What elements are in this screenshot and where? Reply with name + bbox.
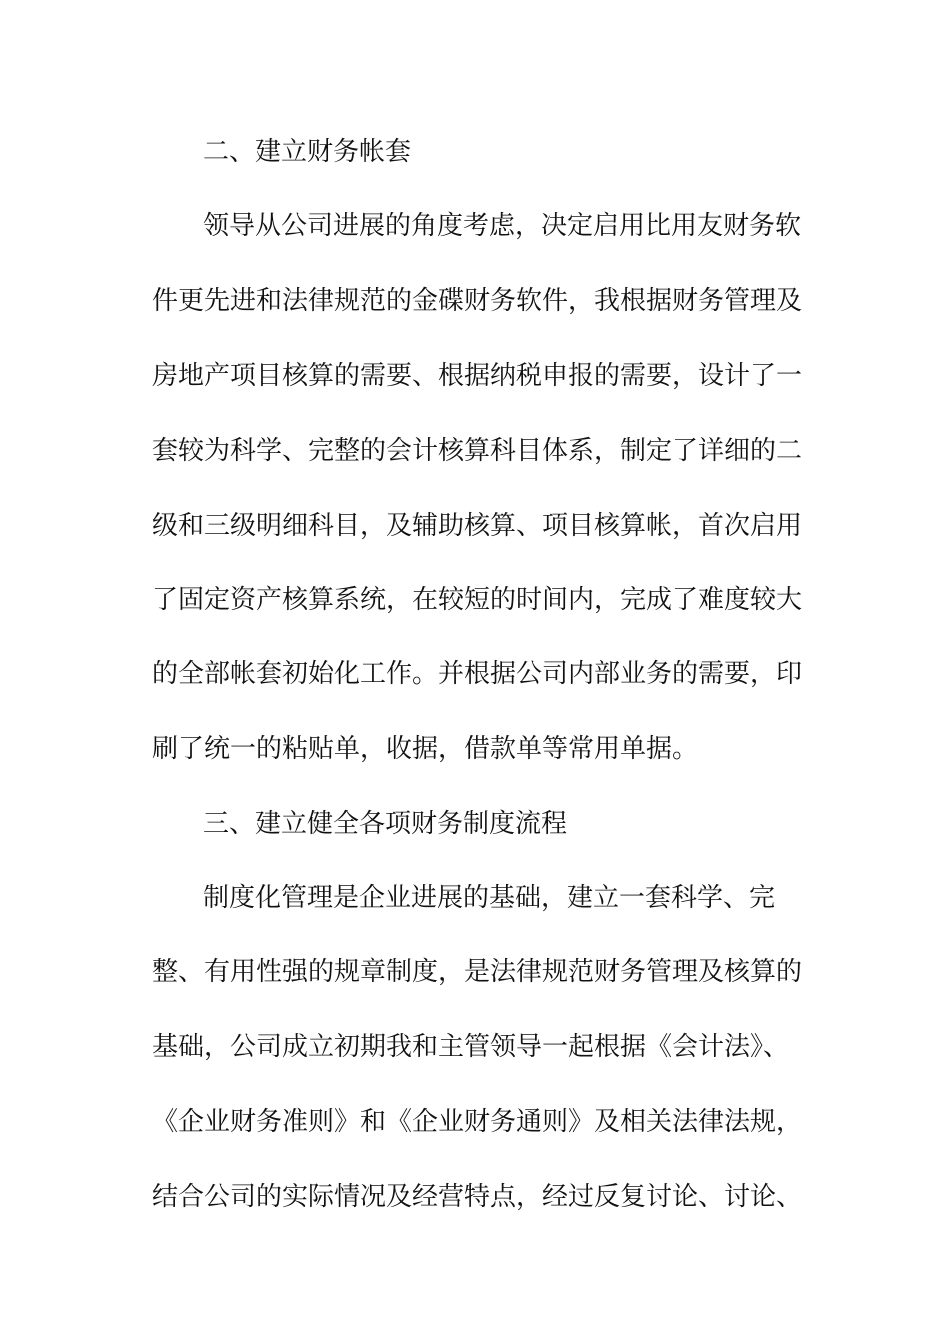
section-2-heading: 二、建立财务帐套 <box>203 137 412 167</box>
paragraph-line: 套较为科学、完整的会计核算科目体系，制定了详细的二 <box>152 436 803 466</box>
paragraph-line: 的全部帐套初始化工作。并根据公司内部业务的需要，印 <box>152 659 803 689</box>
paragraph-line: 级和三级明细科目，及辅助核算、项目核算帐，首次启用 <box>152 511 803 541</box>
paragraph-line: 基础，公司成立初期我和主管领导一起根据《会计法》、 <box>152 1032 790 1062</box>
paragraph-line: 制度化管理是企业进展的基础，建立一套科学、完 <box>203 883 776 913</box>
paragraph-line: 件更先进和法律规范的金碟财务软件，我根据财务管理及 <box>152 286 803 316</box>
paragraph-line: 了固定资产核算系统，在较短的时间内，完成了难度较大 <box>152 585 803 615</box>
paragraph-line: 整、有用性强的规章制度，是法律规范财务管理及核算的 <box>152 957 803 987</box>
paragraph-line: 结合公司的实际情况及经营特点，经过反复讨论、讨论、 <box>152 1182 803 1212</box>
section-3-heading: 三、建立健全各项财务制度流程 <box>203 809 568 839</box>
paragraph-line: 刷了统一的粘贴单，收据，借款单等常用单据。 <box>152 734 699 764</box>
paragraph-line: 领导从公司进展的角度考虑，决定启用比用友财务软 <box>203 211 802 241</box>
paragraph-line: 《企业财务准则》和《企业财务通则》及相关法律法规， <box>152 1107 803 1137</box>
paragraph-line: 房地产项目核算的需要、根据纳税申报的需要，设计了一 <box>152 361 803 391</box>
